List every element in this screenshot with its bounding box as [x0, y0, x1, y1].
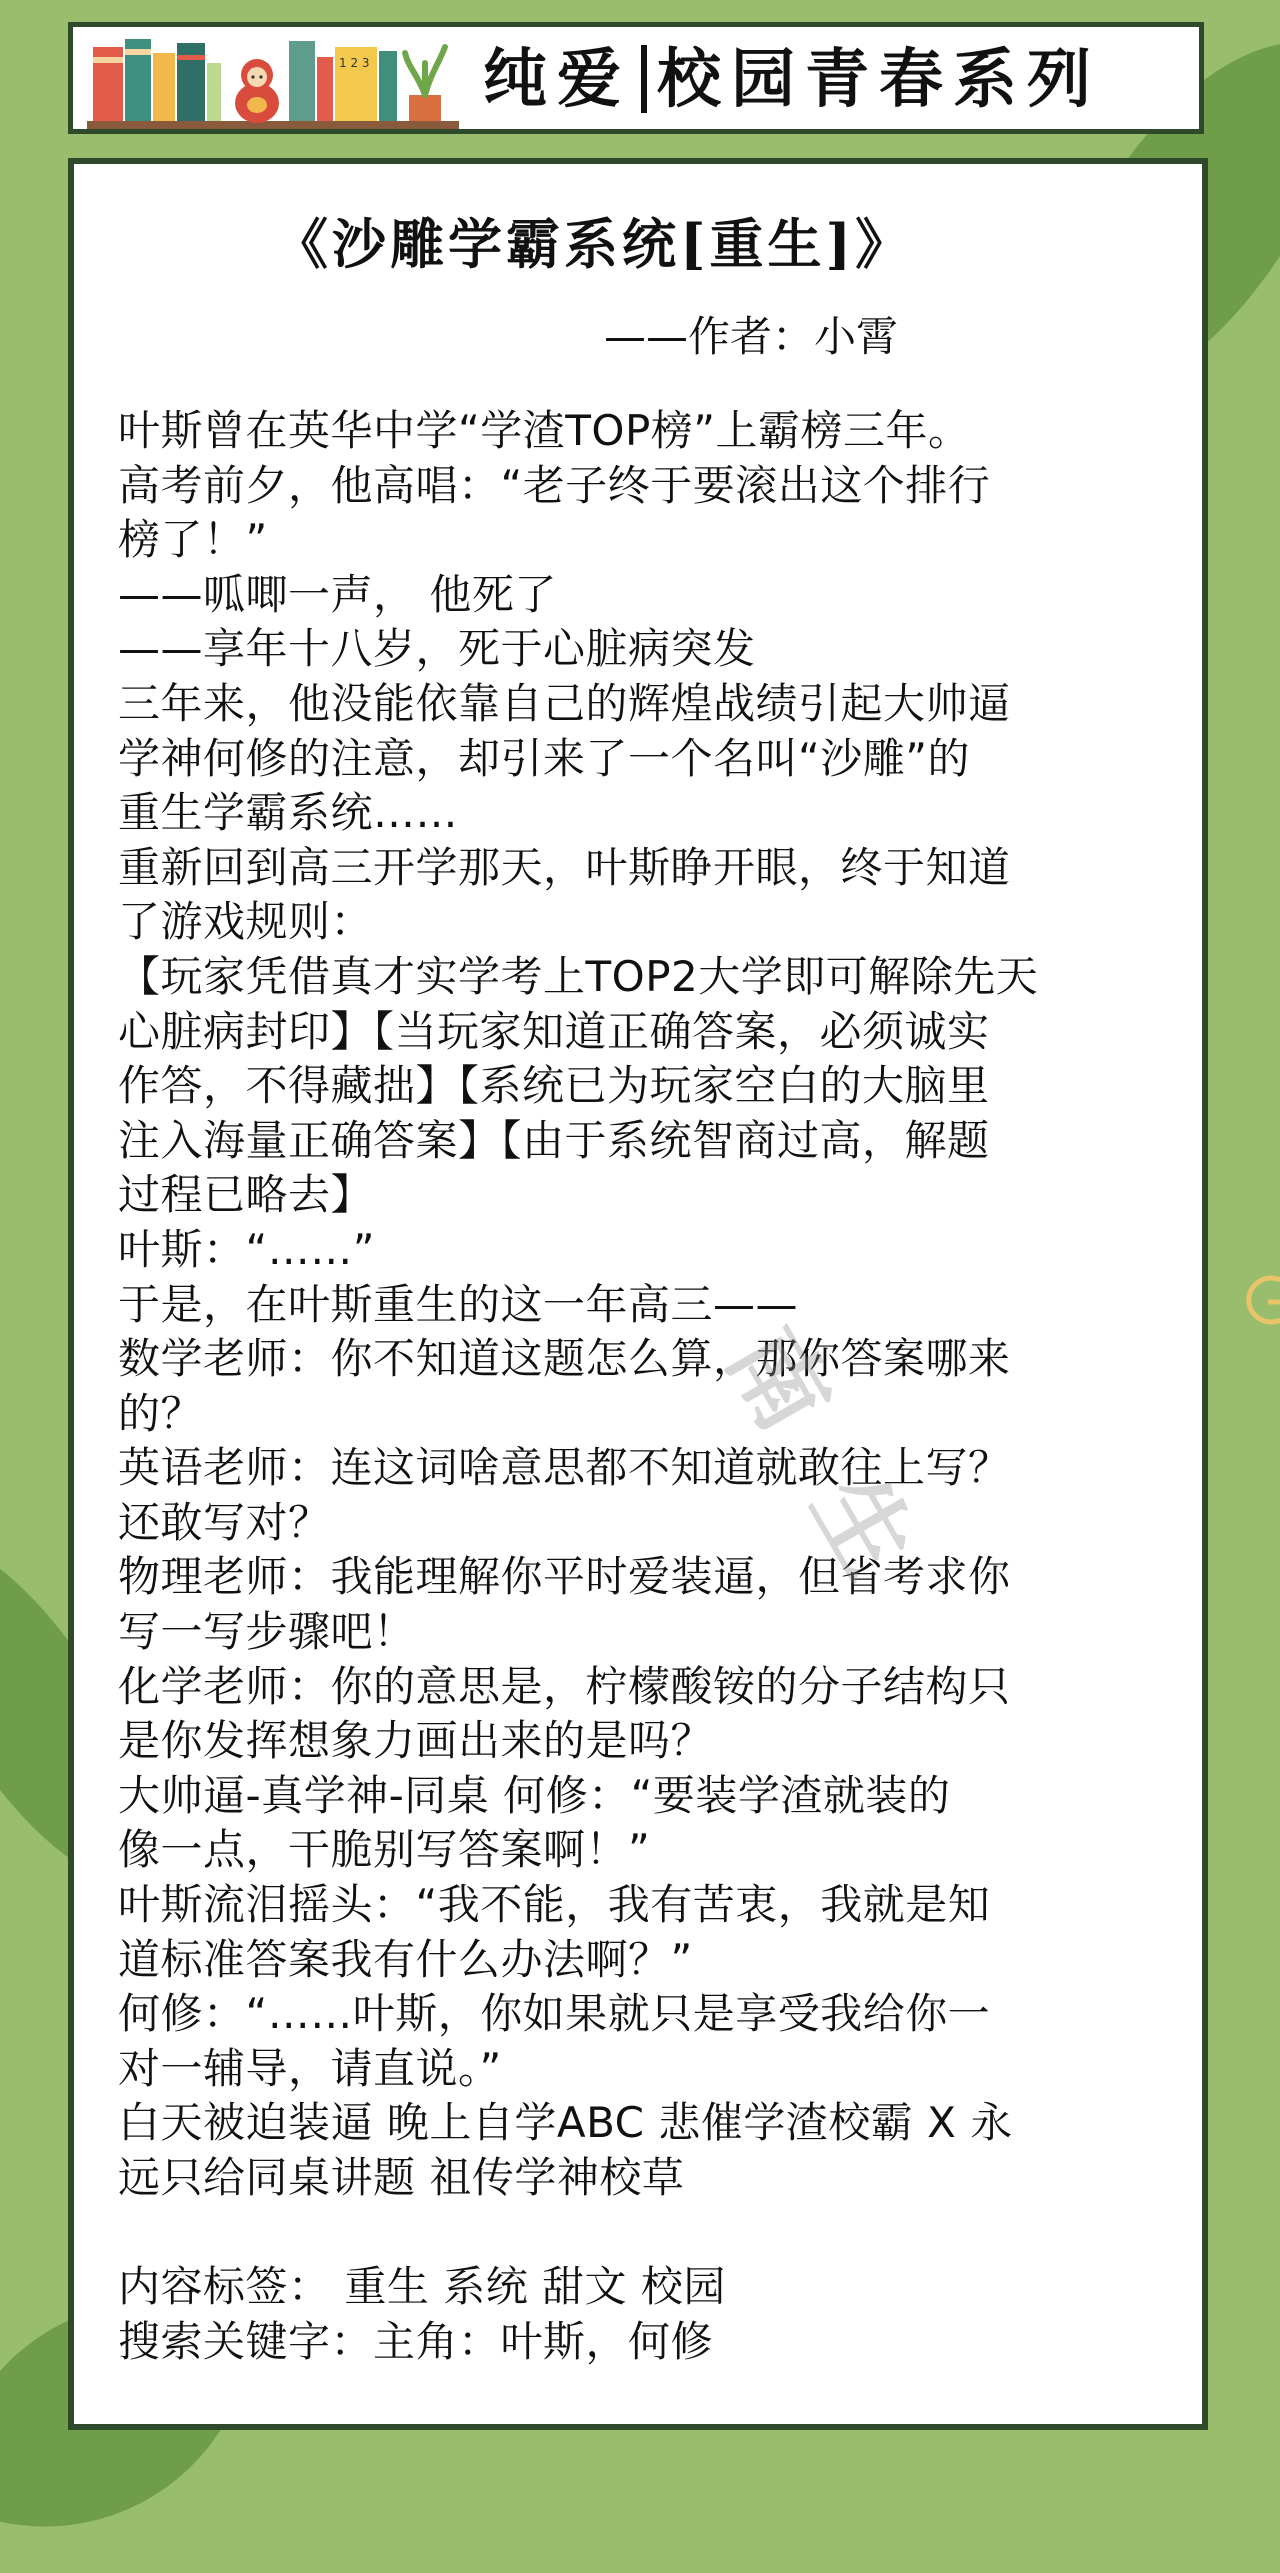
- synopsis-line: 心脏病封印】【当玩家知道正确答案，必须诚实: [118, 1006, 990, 1056]
- synopsis-line: ——享年十八岁，死于心脏病突发: [118, 624, 756, 674]
- synopsis-line: 叶斯：“……”: [118, 1224, 376, 1274]
- synopsis-line: 搜索关键字：主角：叶斯，何修: [118, 2316, 714, 2366]
- synopsis-line: 于是，在叶斯重生的这一年高三——: [118, 1279, 799, 1329]
- synopsis-line: 是你发挥想象力画出来的是吗？: [118, 1716, 714, 1766]
- synopsis-line: 学神何修的注意，却引来了一个名叫“沙雕”的: [118, 733, 971, 783]
- synopsis-line: 叶斯曾在英华中学“学渣TOP榜”上霸榜三年。: [118, 406, 971, 455]
- synopsis-line: ——呱唧一声， 他死了: [118, 569, 557, 619]
- partial-letter-mark-icon: [1240, 1260, 1280, 1340]
- matryoshka-doll-icon: [235, 59, 279, 123]
- series-header-banner: [68, 22, 1204, 134]
- synopsis-line: 化学老师：你的意思是，柠檬酸铵的分子结构只: [118, 1661, 1011, 1711]
- synopsis-line: 道标准答案我有什么办法啊？”: [118, 1934, 693, 1984]
- synopsis-line: 数学老师：你不知道这题怎么算，那你答案哪来: [118, 1334, 1011, 1384]
- book-synopsis: [118, 404, 1158, 2369]
- watermark: 南 生: [705, 1309, 947, 1614]
- synopsis-line: 了游戏规则：: [118, 897, 374, 947]
- title-divider: [641, 45, 647, 113]
- synopsis-line: 远只给同桌讲题 祖传学神校草: [118, 2153, 685, 2202]
- synopsis-line: 大帅逼-真学神-同桌 何修：“要装学渣就装的: [118, 1770, 951, 1820]
- synopsis-line: 榜了！”: [118, 515, 268, 565]
- synopsis-line: 像一点，干脆别写答案啊！”: [118, 1825, 651, 1875]
- synopsis-line: 白天被迫装逼 晚上自学ABC 悲催学渣校霸 X 永: [118, 2098, 1013, 2148]
- synopsis-line: 重生学霸系统……: [118, 788, 459, 838]
- synopsis-line: 的？: [118, 1388, 204, 1438]
- synopsis-line: 过程已略去】: [118, 1170, 374, 1220]
- synopsis-line: 对一辅导，请直说。”: [118, 2043, 502, 2093]
- synopsis-line: 物理老师：我能理解你平时爱装逼，但省考求你: [118, 1552, 1011, 1602]
- synopsis-line: 何修：“……叶斯，你如果就只是享受我给你一: [118, 1989, 991, 2039]
- synopsis-line: 叶斯流泪摇头：“我不能，我有苦衷，我就是知: [118, 1880, 991, 1930]
- books-on-shelf-icon: [87, 33, 459, 129]
- synopsis-line: 内容标签： 重生 系统 甜文 校园: [118, 2262, 726, 2312]
- synopsis-line: [118, 2206, 1158, 2261]
- synopsis-line: 英语老师：连这词啥意思都不知道就敢往上写？: [118, 1443, 1011, 1493]
- synopsis-line: 写一写步骤吧！: [118, 1607, 416, 1657]
- book-author: ——作者：小霄: [604, 312, 899, 361]
- synopsis-line: 高考前夕，他高唱：“老子终于要滚出这个排行: [118, 460, 991, 510]
- book-title: 《沙雕学霸系统[重生]》: [274, 212, 914, 276]
- synopsis-line: 作答，不得藏拙】【系统已为玩家空白的大脑里: [118, 1061, 990, 1111]
- synopsis-line: 注入海量正确答案】【由于系统智商过高，解题: [118, 1115, 990, 1165]
- series-title-left: 纯爱: [483, 42, 631, 117]
- book-intro-card: [68, 158, 1208, 2430]
- synopsis-line: 三年来，他没能依靠自己的辉煌战绩引起大帅逼: [118, 678, 1011, 728]
- synopsis-line: 重新回到高三开学那天，叶斯睁开眼，终于知道: [118, 842, 1011, 892]
- series-title-right: 校园青春系列: [657, 42, 1101, 117]
- series-title: [483, 35, 1179, 125]
- synopsis-line: 还敢写对？: [118, 1497, 331, 1547]
- synopsis-line: 【玩家凭借真才实学考上TOP2大学即可解除先天: [118, 951, 1039, 1001]
- svg-text:1 2 3: 1 2 3: [339, 56, 370, 70]
- potted-plant-icon: [405, 47, 445, 121]
